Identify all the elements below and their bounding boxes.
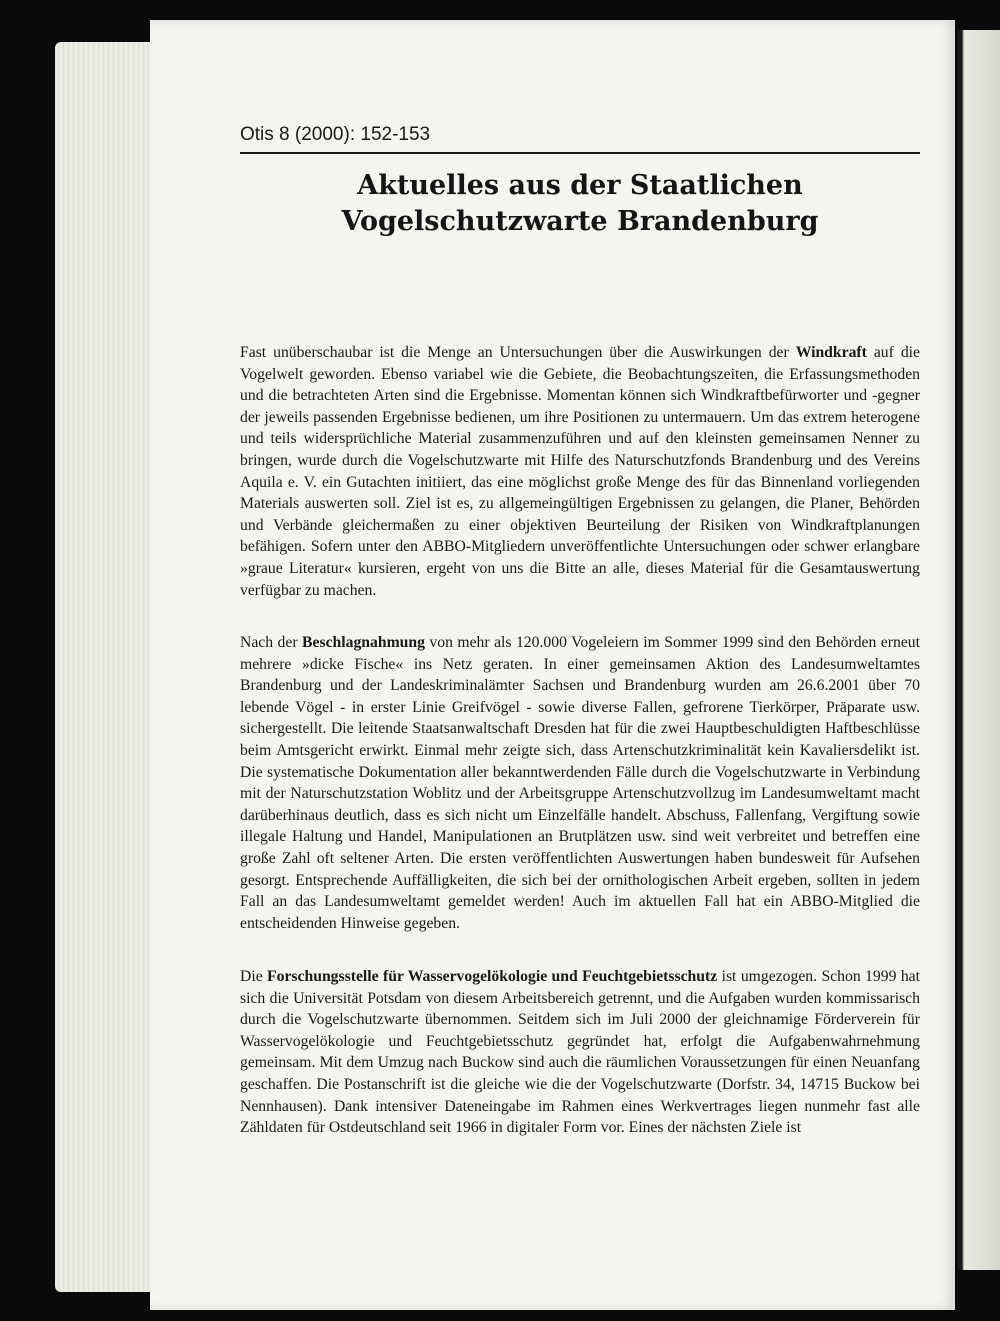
running-head: Otis 8 (2000): 152-153: [240, 124, 431, 145]
keyword-beschlagnahmung: Beschlagnahmung: [302, 634, 425, 651]
paragraph-forschungsstelle: [240, 966, 920, 1139]
paragraph-beschlagnahmung: [240, 632, 920, 934]
page-header: [240, 118, 920, 154]
title-line-2: Vogelschutzwarte Brandenburg: [341, 206, 819, 237]
keyword-windkraft: Windkraft: [795, 344, 867, 361]
paragraph-windkraft: [240, 342, 920, 601]
keyword-forschungsstelle: Forschungsstelle für Wasservogelökologie und Feuchtgebietsschutz: [267, 968, 718, 985]
paragraph-text: von mehr als 120.000 Vogeleiern im Sommer 1999 sind den Behörden erneut mehrere »dicke Fische« ins Netz geraten. In einer gemeinsamen Aktion des Landesumweltamtes Brandenburg und der Landeskriminalämter Sachsen und Brandenburg wurden am 26.6.2001 über 70 lebende Vögel - in erster Linie Greifvögel - sowie diverse Fallen, gefrorene Tierkörper, Präparate usw. sichergestellt. Die leitende Staatsanwaltschaft Dresden hat für die zwei Hauptbeschuldigten Haftbeschlüsse beim Amtsgericht erwirkt. Einmal mehr zeigte sich, dass Artenschutzkriminalität kein Kavaliersdelikt ist. Die systematische Dokumentation aller bekanntwerdenden Fälle durch die Vogelschutzwarte in Verbindung mit der Naturschutzstation Woblitz und der Arbeitsgruppe Artenschutzvollzug im Landesumweltamt macht darüberhinaus deutlich, dass es sich nicht um Einzelfälle handelt. Abschuss, Fallenfang, Vergiftung sowie illegale Haltung und Handel, Manipulationen an Brutplätzen usw. sind weit verbreitet und betreffen eine große Zahl oft seltener Arten. Die ersten veröffentlichten Auswertungen haben bundesweit für Aufsehen gesorgt. Entsprechende Auffälligkeiten, die sich bei der ornithologischen Arbeit ergeben, sollten in jedem Fall an das Landesumweltamt gemeldet werden! Auch im aktuellen Fall hat ein ABBO-Mitglied die entscheidenden Hinweise gegeben.: [240, 634, 920, 932]
paragraph-text: Nach der: [240, 634, 303, 651]
paragraph-text: ist umgezogen. Schon 1999 hat sich die Universität Potsdam von diesem Arbeitsbereich getrennt, und die Aufgaben wurden kommissarisch durch die Vogelschutzwarte übernommen. Seitdem sich im Juli 2000 der gleichnamige Förderverein für Wasservogelökologie und Feuchtgebietsschutz gegründet hat, erfolgt die Aufgabenwahrnehmung gemeinsam. Mit dem Umzug nach Buckow sind auch die räumlichen Voraussetzungen für einen Neuanfang geschaffen. Die Postanschrift ist die gleiche wie die der Vogelschutzwarte (Dorfstr. 34, 14715 Buckow bei Nennhausen). Dank intensiver Dateneingabe im Rahmen eines Werkvertrages liegen nunmehr fast alle Zähldaten für Ostdeutschland seit 1966 in digitaler Form vor. Eines der nächsten Ziele ist: [240, 968, 920, 1137]
facing-page-edge: [958, 30, 1000, 1270]
title-line-1: Aktuelles aus der Staatlichen: [357, 170, 803, 201]
article-title: [240, 168, 920, 240]
book-page-stack: [55, 42, 165, 1292]
paragraph-text: Fast unüberschaubar ist die Menge an Untersuchungen über die Auswirkungen der: [240, 344, 796, 361]
paragraph-text: auf die Vogelwelt geworden. Ebenso variabel wie die Gebiete, die Beobachtungszeiten, die Erfassungsmethoden und die betrachteten Arten sind die Ergebnisse. Momentan können sich Windkraftbefürworter und -gegner der jeweils passenden Ergebnisse bedienen, um ihre Positionen zu untermauern. Um das extrem heterogene und teils widersprüchliche Material zusammenzuführen und auf den kleinsten gemeinsamen Nenner zu bringen, wurde durch die Vogelschutzwarte mit Hilfe des Naturschutzfonds Brandenburg und des Vereins Aquila e. V. ein Gutachten initiiert, das eine möglichst große Menge des für das Binnenland vorliegenden Materials auswerten soll. Ziel ist es, zu allgemeingültigen Ergebnissen zu gelangen, die Planer, Behörden und Verbände gleichermaßen zu einer objektiven Beurteilung der Risiken von Windkraftplanungen befähigen. Sofern unter den ABBO-Mitgliedern unveröffentlichte Untersuchungen oder schwer erlangbare »graue Literatur« kursieren, ergeht von uns die Bitte an alle, dieses Material für die Gesamtauswertung verfügbar zu machen.: [240, 344, 920, 599]
paragraph-text: Die: [240, 968, 268, 985]
